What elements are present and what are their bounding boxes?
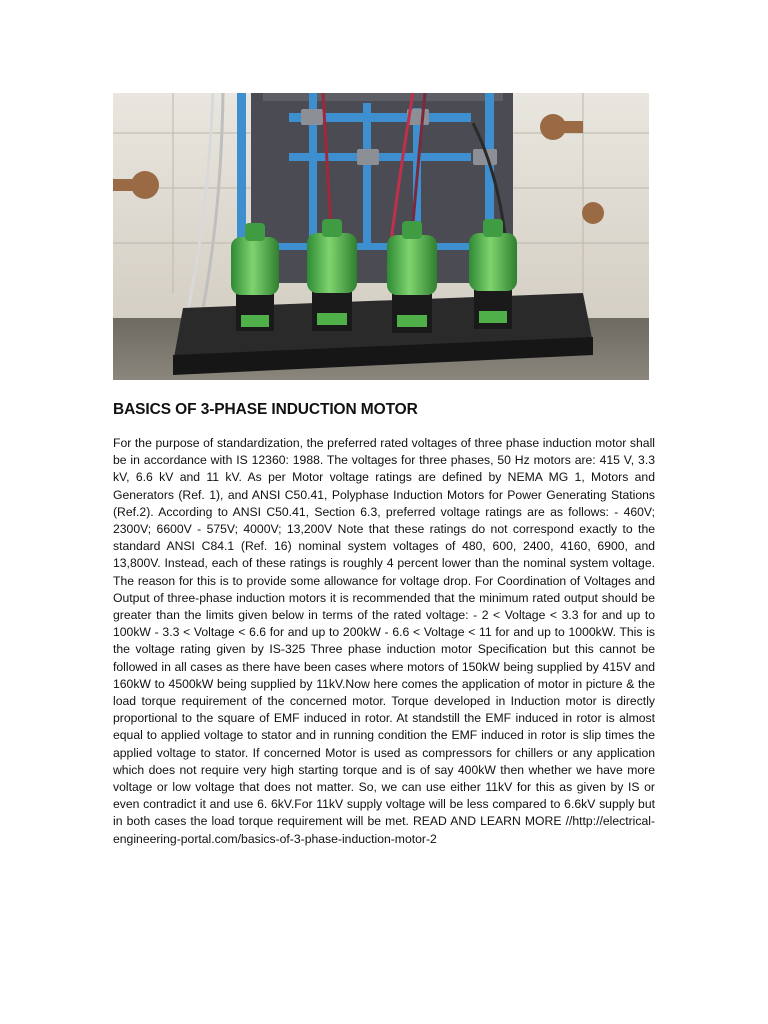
motor-photo	[113, 93, 649, 380]
document-title: BASICS OF 3-PHASE INDUCTION MOTOR	[113, 401, 418, 418]
body-paragraph: For the purpose of standardization, the preferred rated voltages of three phase induction motor shall be in accordance with IS 12360: 1988. The voltages for three phases, 50 Hz motors are: 415 V, 3.3 kV, 6.6 kV and 11 kV. As per Motor voltage ratings are defined by NEMA MG 1, Motors and Generators (Ref. 1), and ANSI C50.41, Polyphase Induction Motors for Power Generating Stations (Ref.2). According to ANSI C50.41, Section 6.3, preferred voltage ratings are as follows: - 460V; 2300V; 6600V - 575V; 4000V; 13,200V Note that these ratings do not correspond exactly to the standard ANSI C84.1 (Ref. 16) nominal system voltages of 480, 600, 2400, 4160, 6900, and 13,800V. Instead, each of these ratings is roughly 4 percent lower than the nominal system voltage. The reason for this is to provide some allowance for voltage drop. For Coordination of Voltages and Output of three-phase induction motors it is recommended that the minimum rated output should be greater than the limits given below in terms of the rated voltage: - 2 < Voltage < 3.3 for and up to 100kW - 3.3 < Voltage < 6.6 for and up to 200kW - 6.6 < Voltage < 11 for and up to 1000kW. This is the voltage rating given by IS-325 Three phase induction motor Specification but this cannot be followed in all cases as there have been cases where motors of 150kW being supplied by 415V and 160kW to 4500kW being supplied by 11kV.Now here comes the application of motor in picture & the load torque requirement of the concerned motor. Torque developed in Induction motor is directly proportional to the square of EMF induced in rotor. At standstill the EMF induced in rotor is almost equal to applied voltage to stator and in running condition the EMF induced in rotor is slip times the applied voltage to stator. If concerned Motor is used as compressors for chillers or any application which does not require very high starting torque and is of say 400kW then whether we have more voltage or low voltage that does not matter. So, we can use either 11kV for this as given by IS or even contradict it and use 6. 6kV.For 11kV supply voltage will be less compared to 6.6kV supply but in both cases the load torque requirement will be met. READ AND LEARN MORE //http://electrical-engineering-portal.com/basics-of-3-phase-induction-motor-2	[113, 436, 655, 846]
